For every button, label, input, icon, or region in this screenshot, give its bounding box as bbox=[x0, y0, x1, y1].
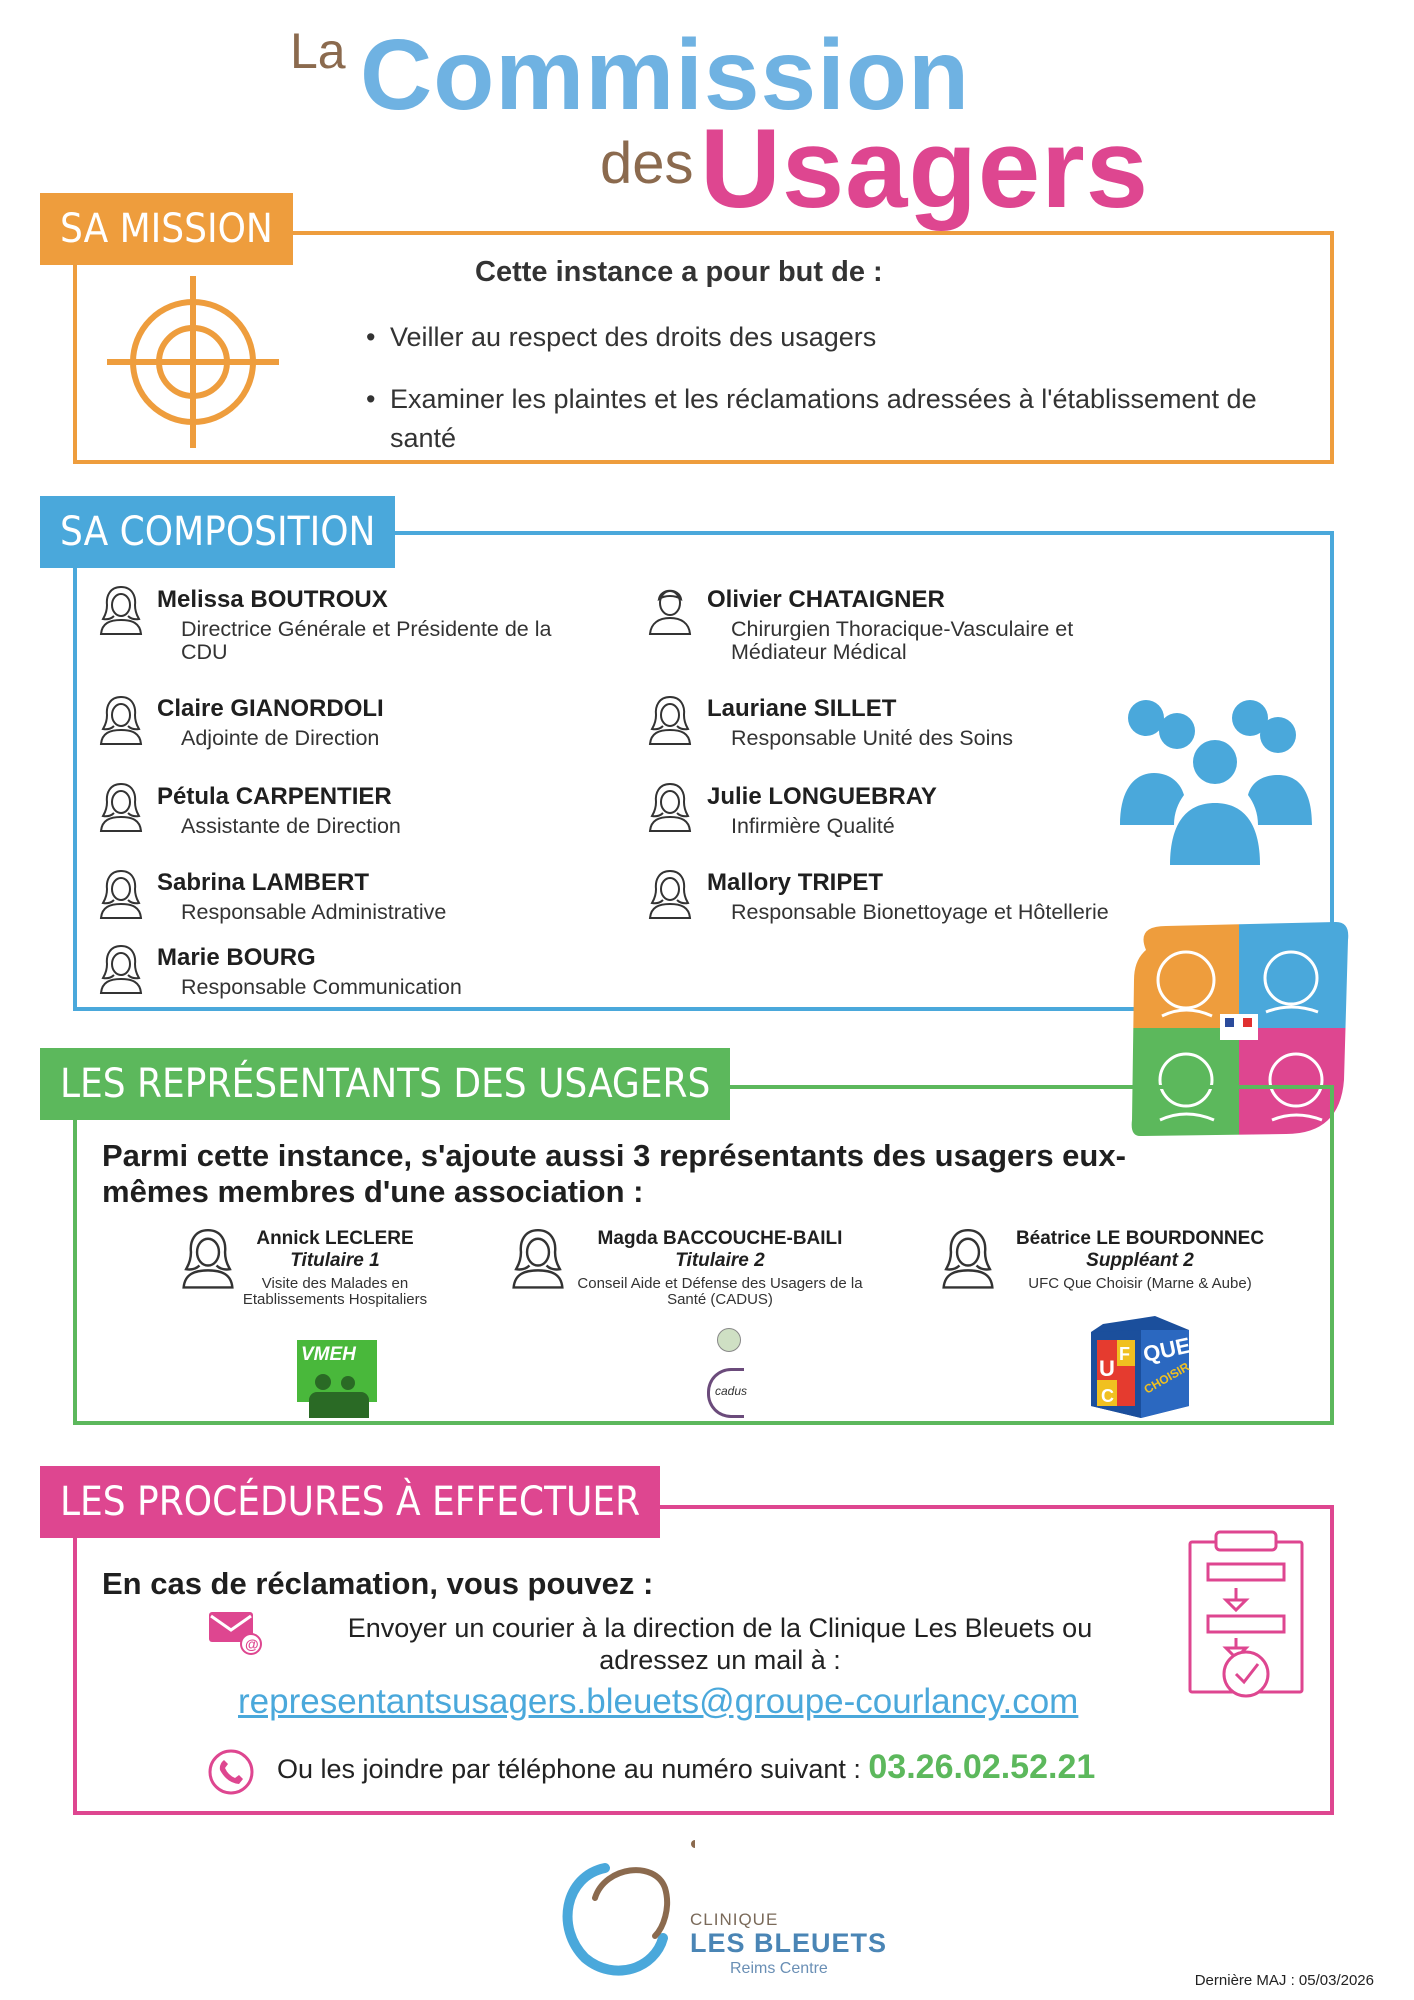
logo-text-clinique: CLINIQUE bbox=[690, 1910, 779, 1929]
phone-number[interactable]: 03.26.02.52.21 bbox=[868, 1748, 1096, 1786]
member bbox=[707, 869, 1177, 924]
representatives-intro: Parmi cette instance, s'ajoute aussi 3 représentants des usagers eux-mêmes membres d'une association : bbox=[102, 1138, 1126, 1209]
representatives-tag: LES REPRÉSENTANTS DES USAGERS bbox=[40, 1048, 730, 1120]
member-role: Assistante de Direction bbox=[181, 814, 401, 838]
member-name: Lauriane SILLET bbox=[707, 695, 897, 722]
woman-icon bbox=[98, 942, 144, 994]
member bbox=[157, 869, 597, 924]
representative-association: Visite des Malades en Etablissements Hospitaliers bbox=[242, 1275, 428, 1308]
member-role: Responsable Communication bbox=[181, 975, 462, 999]
phone-icon bbox=[207, 1748, 255, 1796]
member-role: Responsable Administrative bbox=[181, 900, 447, 924]
member bbox=[707, 783, 1127, 838]
representative bbox=[1000, 1228, 1280, 1292]
vmeh-logo: VMEH bbox=[297, 1340, 377, 1422]
representative-association: Conseil Aide et Défense des Usagers de la Santé (CADUS) bbox=[577, 1275, 863, 1308]
logo-text-reims: Reims Centre bbox=[730, 1960, 828, 1977]
member bbox=[157, 695, 597, 750]
member-role: Responsable Bionettoyage et Hôtellerie bbox=[731, 900, 1109, 924]
member-role: Directrice Générale et Présidente de la CDU bbox=[181, 617, 552, 664]
representative-name: Annick LECLERE bbox=[256, 1228, 414, 1249]
member bbox=[707, 695, 1127, 750]
representative-status: Suppléant 2 bbox=[1086, 1250, 1194, 1271]
ufc-que-choisir-logo bbox=[1085, 1310, 1195, 1422]
representative-status: Titulaire 2 bbox=[675, 1250, 765, 1271]
member-name: Julie LONGUEBRAY bbox=[707, 783, 937, 810]
woman-icon bbox=[98, 693, 144, 745]
title-prefix: La bbox=[290, 23, 346, 79]
mail-instruction: Envoyer un courier à la direction de la Clinique Les Bleuets ou adressez un mail à : bbox=[347, 1613, 1093, 1675]
woman-icon bbox=[647, 867, 693, 919]
woman-icon bbox=[647, 780, 693, 832]
group-icon bbox=[1118, 695, 1318, 885]
target-icon bbox=[103, 272, 283, 452]
woman-icon bbox=[510, 1225, 566, 1289]
email-link[interactable]: representantsusagers.bleuets@groupe-courlancy.com bbox=[238, 1682, 1079, 1721]
cadus-logo: cadus bbox=[695, 1328, 755, 1420]
mail-icon bbox=[207, 1610, 263, 1656]
member bbox=[707, 586, 1127, 664]
title-usagers: Usagers bbox=[700, 106, 1150, 231]
mission-bullet: • Veiller au respect des droits des usagers bbox=[366, 322, 877, 352]
representative bbox=[570, 1228, 870, 1308]
phone-instruction: Ou les joindre par téléphone au numéro suivant : 03.26.02.52.21 bbox=[277, 1748, 1096, 1786]
svg-text:C: C bbox=[1101, 1386, 1114, 1406]
svg-text:@: @ bbox=[245, 1636, 259, 1652]
member-name: Sabrina LAMBERT bbox=[157, 869, 370, 896]
logo-text-bleuets: LES BLEUETS bbox=[690, 1928, 888, 1958]
man-icon bbox=[647, 583, 693, 635]
member-role: Infirmière Qualité bbox=[731, 814, 895, 838]
title-des: des bbox=[600, 131, 694, 196]
member-role: Chirurgien Thoracique-Vasculaire et Médiateur Médical bbox=[731, 617, 1074, 664]
representative-association: UFC Que Choisir (Marne & Aube) bbox=[1028, 1275, 1252, 1292]
svg-text:CHOISIR: CHOISIR bbox=[1141, 1359, 1192, 1397]
clinique-les-bleuets-logo bbox=[545, 1838, 695, 1988]
representative-name: Magda BACCOUCHE-BAILI bbox=[597, 1228, 843, 1249]
woman-icon bbox=[98, 780, 144, 832]
woman-icon bbox=[98, 583, 144, 635]
svg-text:U: U bbox=[1099, 1356, 1115, 1381]
woman-icon bbox=[647, 693, 693, 745]
mission-intro: Cette instance a pour but de : bbox=[475, 256, 883, 288]
representative bbox=[240, 1228, 430, 1308]
member-role: Adjointe de Direction bbox=[181, 726, 380, 750]
procedures-intro: En cas de réclamation, vous pouvez : bbox=[102, 1566, 654, 1601]
woman-icon bbox=[180, 1225, 236, 1289]
member-name: Olivier CHATAIGNER bbox=[707, 586, 945, 613]
checklist-procedure-icon bbox=[1188, 1528, 1304, 1700]
member bbox=[157, 586, 597, 664]
svg-text:QUE: QUE bbox=[1140, 1332, 1193, 1367]
member-name: Marie BOURG bbox=[157, 944, 316, 971]
member-name: Claire GIANORDOLI bbox=[157, 695, 384, 722]
member-name: Pétula CARPENTIER bbox=[157, 783, 392, 810]
representative-name: Béatrice LE BOURDONNEC bbox=[1015, 1228, 1265, 1249]
member-name: Mallory TRIPET bbox=[707, 869, 884, 896]
member bbox=[157, 783, 597, 838]
mission-tag: SA MISSION bbox=[40, 193, 293, 265]
composition-tag: SA COMPOSITION bbox=[40, 496, 395, 568]
member-role: Responsable Unité des Soins bbox=[731, 726, 1014, 750]
representative-status: Titulaire 1 bbox=[290, 1250, 380, 1271]
member bbox=[157, 944, 597, 999]
title-commission: Commission bbox=[360, 19, 971, 131]
last-update-date: Dernière MAJ : 05/03/2026 bbox=[1194, 1972, 1374, 1989]
woman-icon bbox=[940, 1225, 996, 1289]
woman-icon bbox=[98, 867, 144, 919]
member-name: Melissa BOUTROUX bbox=[157, 586, 388, 613]
svg-text:F: F bbox=[1119, 1344, 1130, 1364]
procedures-tag: LES PROCÉDURES À EFFECTUER bbox=[40, 1466, 660, 1538]
mission-bullet: • Examiner les plaintes et les réclamations adressées à l'établissement de santé bbox=[366, 384, 1257, 453]
